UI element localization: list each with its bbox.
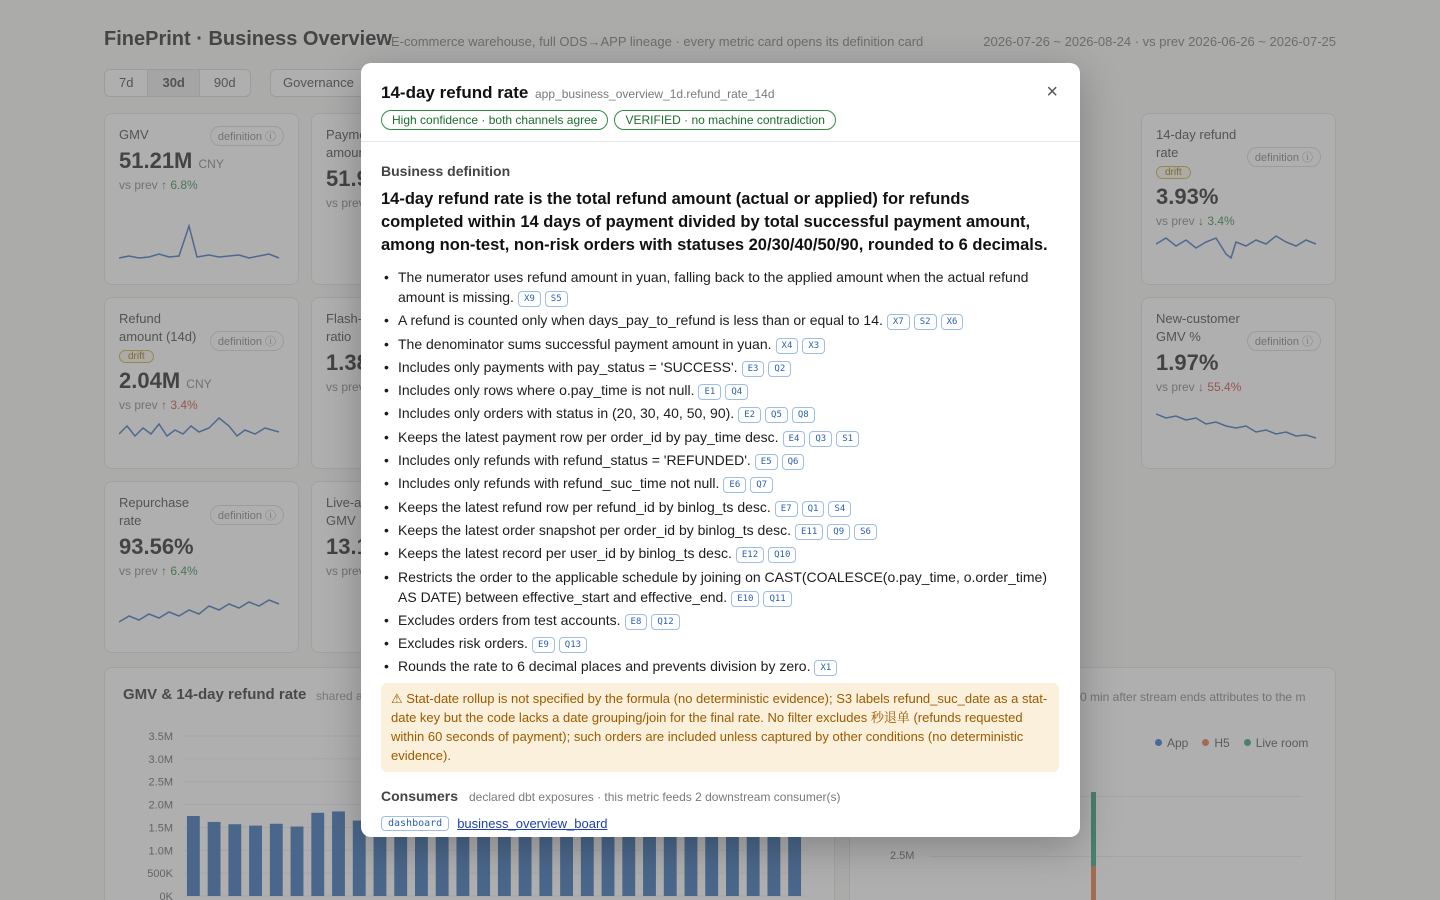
evidence-tag[interactable]: Q10 bbox=[768, 547, 796, 563]
rule-text: Excludes risk orders. bbox=[398, 635, 528, 652]
evidence-tag[interactable]: S5 bbox=[545, 291, 568, 307]
rule-text: Keeps the latest record per user_id by binlog_ts desc. bbox=[398, 545, 732, 562]
evidence-tag[interactable]: Q1 bbox=[802, 501, 825, 517]
rule-text: Rounds the rate to 6 decimal places and prevents division by zero. bbox=[398, 658, 811, 675]
evidence-tag[interactable]: X9 bbox=[518, 291, 541, 307]
rule-item bbox=[381, 567, 1053, 607]
rule-text: Includes only rows where o.pay_time is not null. bbox=[398, 382, 695, 399]
evidence-tag[interactable]: E9 bbox=[532, 637, 555, 653]
rule-item bbox=[381, 334, 1053, 354]
evidence-tag[interactable]: Q9 bbox=[827, 524, 850, 540]
rule-text: A refund is counted only when days_pay_to_refund is less than or equal to 14. bbox=[398, 312, 883, 329]
rule-item bbox=[381, 610, 1053, 630]
rule-text: The denominator sums successful payment amount in yuan. bbox=[398, 335, 772, 352]
evidence-tag[interactable]: E5 bbox=[755, 454, 778, 470]
evidence-tag[interactable]: Q11 bbox=[763, 591, 791, 607]
rule-text: Excludes orders from test accounts. bbox=[398, 611, 621, 628]
evidence-tag[interactable]: E4 bbox=[783, 431, 806, 447]
evidence-tag[interactable]: S6 bbox=[854, 524, 877, 540]
consumer-type-tag: dashboard bbox=[381, 816, 449, 831]
rule-item bbox=[381, 543, 1053, 563]
modal-title: 14-day refund rate bbox=[381, 83, 529, 102]
evidence-tag[interactable]: E8 bbox=[625, 614, 648, 630]
rule-item bbox=[381, 310, 1053, 330]
warning-box: ⚠ Stat-date rollup is not specified by the formula (no deterministic evidence); S3 labels refund_suc_date as a stat-date key but the code lacks a date grouping/join for the final rate. No filter excludes 秒退单 (refunds requested within 60 seconds of payment); such orders are included unless captured by other conditions (no deterministic evidence). bbox=[381, 683, 1059, 772]
consumer-link[interactable]: business_overview_board bbox=[457, 816, 608, 831]
evidence-tag[interactable]: X4 bbox=[776, 338, 799, 354]
evidence-tag[interactable]: E12 bbox=[736, 547, 764, 563]
evidence-tag[interactable]: Q8 bbox=[792, 407, 815, 423]
evidence-tag[interactable]: Q2 bbox=[768, 361, 791, 377]
metric-identifier: app_business_overview_1d.refund_rate_14d bbox=[535, 87, 775, 101]
evidence-tag[interactable]: Q7 bbox=[750, 477, 773, 493]
rule-text: Includes only refunds with refund_suc_time not null. bbox=[398, 475, 720, 492]
evidence-tag[interactable]: S1 bbox=[836, 431, 859, 447]
consumers-label: Consumers bbox=[381, 788, 459, 804]
definition-modal bbox=[361, 63, 1080, 837]
definition-lead: 14-day refund rate is the total refund amount (actual or applied) for refunds completed within 14 days of payment divided by total successful payment amount, among non-test, non-risk orders with statuses 20/30/40/50/90, rounded to 6 decimals. bbox=[381, 190, 1048, 254]
consumer-row bbox=[381, 816, 608, 831]
evidence-tag[interactable]: Q4 bbox=[725, 384, 748, 400]
section-label: Business definition bbox=[381, 163, 511, 179]
evidence-tag[interactable]: X7 bbox=[887, 314, 910, 330]
badge-row bbox=[381, 110, 836, 130]
rule-text: Includes only refunds with refund_status = 'REFUNDED'. bbox=[398, 452, 751, 469]
rule-item bbox=[381, 656, 1053, 676]
evidence-tag[interactable]: S2 bbox=[914, 314, 937, 330]
evidence-tag[interactable]: E10 bbox=[731, 591, 759, 607]
rule-text: Keeps the latest order snapshot per order_id by binlog_ts desc. bbox=[398, 521, 792, 538]
evidence-tag[interactable]: X1 bbox=[814, 660, 837, 676]
evidence-tag[interactable]: X3 bbox=[802, 338, 825, 354]
rule-text: Keeps the latest payment row per order_id by pay_time desc. bbox=[398, 428, 779, 445]
evidence-tag[interactable]: E2 bbox=[738, 407, 761, 423]
rule-item bbox=[381, 267, 1053, 307]
rule-item bbox=[381, 380, 1053, 400]
rule-text: Includes only orders with status in (20, 30, 40, 50, 90). bbox=[398, 405, 735, 422]
rule-item bbox=[381, 403, 1053, 423]
rule-text: Keeps the latest refund row per refund_id by binlog_ts desc. bbox=[398, 498, 771, 515]
close-icon[interactable]: × bbox=[1046, 81, 1058, 103]
evidence-tag[interactable]: E7 bbox=[775, 501, 798, 517]
rule-text: Restricts the order to the applicable schedule by joining on CAST(COALESCE(o.pay_time, o.order_time) AS DATE) between effective_start and effective_end. bbox=[398, 568, 1047, 605]
verified-badge: VERIFIED · no machine contradiction bbox=[614, 110, 835, 130]
rule-list bbox=[381, 267, 1053, 680]
evidence-tag[interactable]: Q6 bbox=[782, 454, 805, 470]
rule-text: Includes only payments with pay_status = 'SUCCESS'. bbox=[398, 358, 738, 375]
rule-item bbox=[381, 497, 1053, 517]
consumers-subtitle: declared dbt exposures · this metric feeds 2 downstream consumer(s) bbox=[469, 790, 841, 804]
rule-item bbox=[381, 450, 1053, 470]
evidence-tag[interactable]: Q3 bbox=[809, 431, 832, 447]
evidence-tag[interactable]: X6 bbox=[941, 314, 964, 330]
evidence-tag[interactable]: S4 bbox=[828, 501, 851, 517]
evidence-tag[interactable]: E1 bbox=[698, 384, 721, 400]
evidence-tag[interactable]: E11 bbox=[795, 524, 823, 540]
rule-text: The numerator uses refund amount in yuan, falling back to the applied amount when the actual refund amount is missing. bbox=[398, 269, 1029, 305]
rule-item bbox=[381, 357, 1053, 377]
modal-body[interactable] bbox=[381, 143, 1061, 837]
evidence-tag[interactable]: E3 bbox=[742, 361, 765, 377]
confidence-badge: High confidence · both channels agree bbox=[381, 110, 608, 130]
modal-header bbox=[361, 63, 1080, 142]
rule-item bbox=[381, 427, 1053, 447]
evidence-tag[interactable]: Q5 bbox=[765, 407, 788, 423]
rule-item bbox=[381, 633, 1053, 653]
rule-item bbox=[381, 473, 1053, 493]
evidence-tag[interactable]: Q13 bbox=[559, 637, 587, 653]
evidence-tag[interactable]: E6 bbox=[723, 477, 746, 493]
evidence-tag[interactable]: Q12 bbox=[651, 614, 679, 630]
rule-item bbox=[381, 520, 1053, 540]
